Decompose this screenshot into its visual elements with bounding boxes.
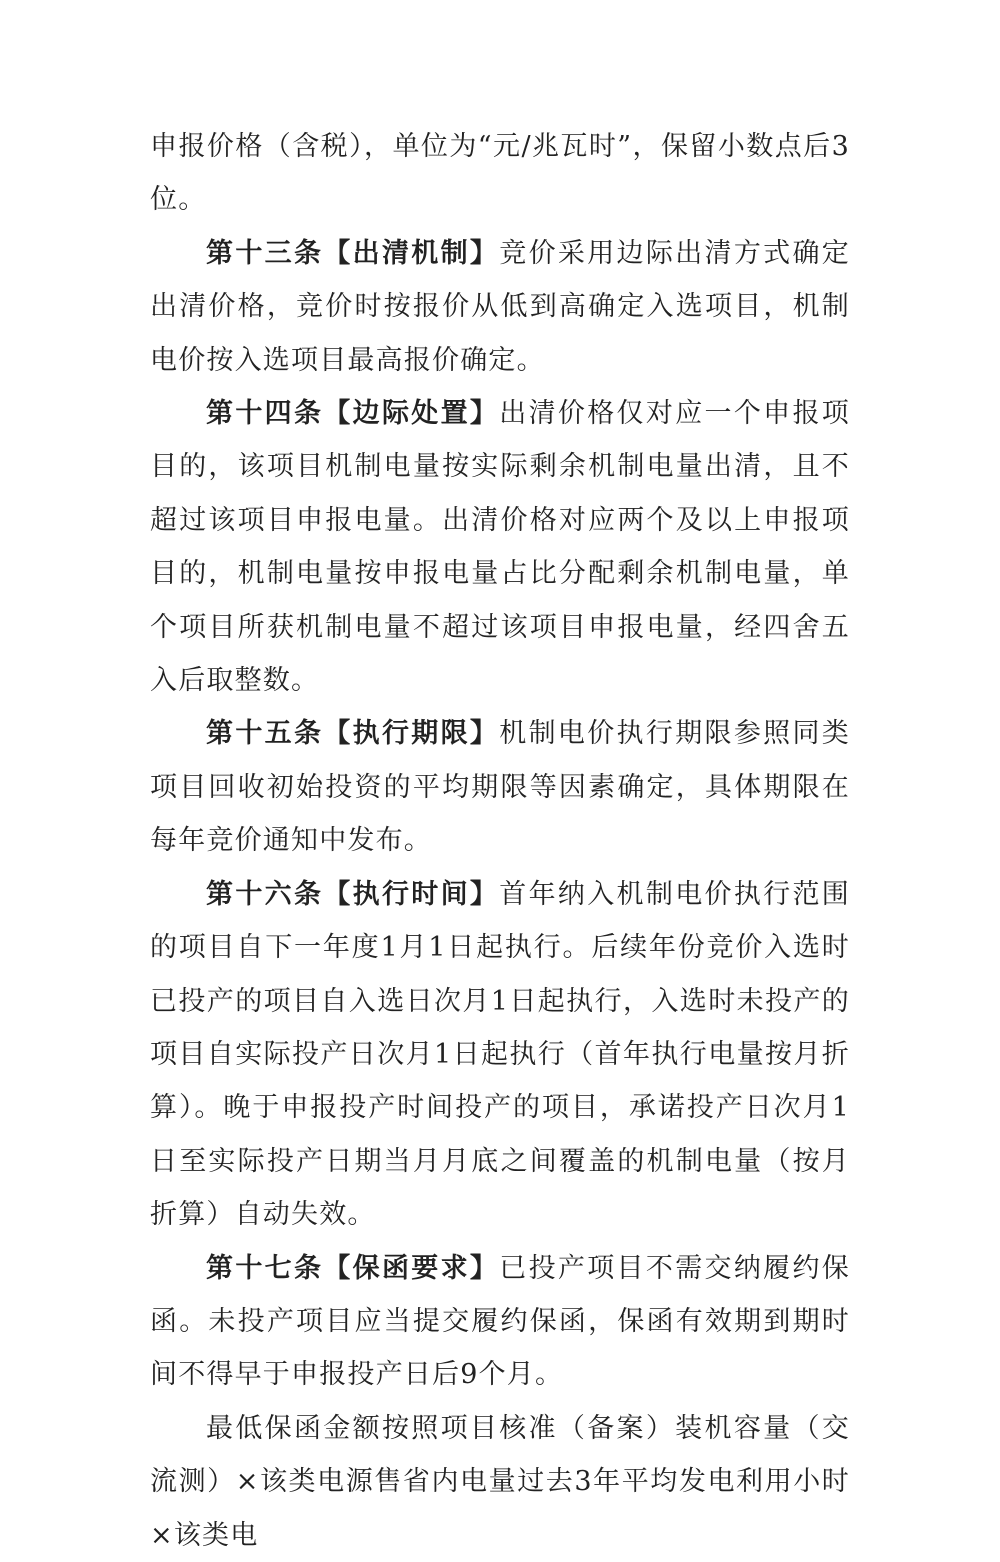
article-13-paragraph (150, 227, 850, 387)
article-17-text: 已投产项目不需交纳履约保函。未投产项目应当提交履约保函，保函有效期到期时间不得早于申报投产日后9个月。 (150, 1252, 851, 1391)
article-13-heading: 第十三条【出清机制】 (206, 237, 500, 269)
article-14-paragraph (150, 387, 850, 707)
article-15-text: 机制电价执行期限参照同类项目回收初始投资的平均期限等因素确定，具体期限在每年竞价通知中发布。 (150, 718, 851, 857)
article-16-heading: 第十六条【执行时间】 (206, 878, 500, 910)
document-page (150, 120, 850, 1562)
paragraph-text: 申报价格（含税），单位为“元/兆瓦时”，保留小数点后3位。 (150, 131, 850, 216)
article-13-text: 竞价采用边际出清方式确定出清价格，竞价时按报价从低到高确定入选项目，机制电价按入选项目最高报价确定。 (150, 237, 851, 376)
article-16-text: 首年纳入机制电价执行范围的项目自下一年度1月1日起执行。后续年份竞价入选时已投产的项目自入选日次月1日起执行，入选时未投产的项目自实际投产日次月1日起执行（首年执行电量按月折算）。晚于申报投产时间投产的项目，承诺投产日次月1日至实际投产日期当月月底之间覆盖的机制电量（按月折算）自动失效。 (150, 878, 851, 1231)
article-14-text: 出清价格仅对应一个申报项目的，该项目机制电量按实际剩余机制电量出清，且不超过该项目申报电量。出清价格对应两个及以上申报项目的，机制电量按申报电量占比分配剩余机制电量，单个项目所获机制电量不超过该项目申报电量，经四舍五入后取整数。 (150, 398, 851, 697)
article-17-heading: 第十七条【保函要求】 (206, 1252, 500, 1284)
guarantee-amount-text: 最低保函金额按照项目核准（备案）装机容量（交流测）×该类电源售省内电量过去3年平均发电利用小时×该类电 (150, 1412, 850, 1551)
guarantee-amount-paragraph (150, 1402, 850, 1562)
paragraph-continuation (150, 120, 850, 227)
article-14-heading: 第十四条【边际处置】 (206, 398, 500, 430)
article-17-paragraph (150, 1242, 850, 1402)
article-15-heading: 第十五条【执行期限】 (206, 718, 500, 750)
article-15-paragraph (150, 707, 850, 867)
article-16-paragraph (150, 868, 850, 1242)
